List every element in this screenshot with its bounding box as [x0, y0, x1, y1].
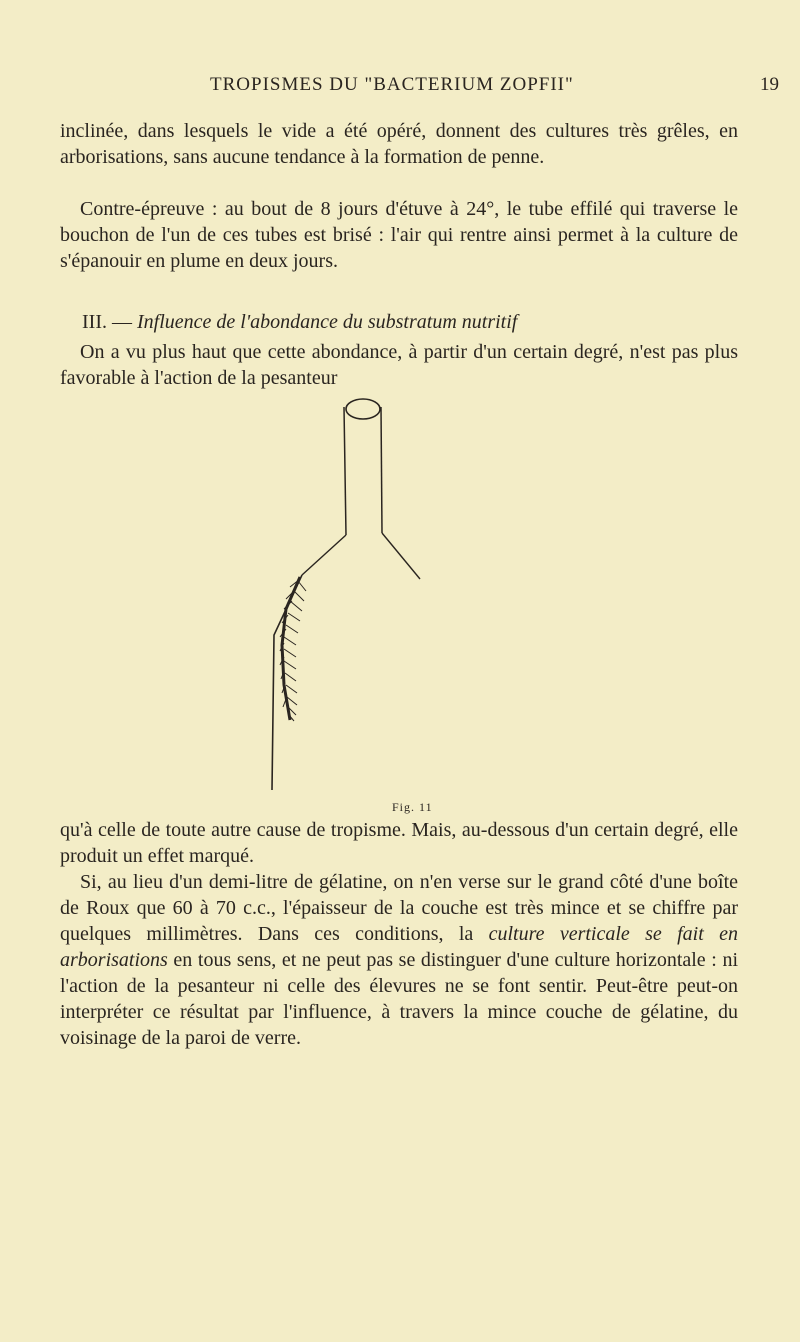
- page-number: 19: [760, 74, 779, 95]
- figure-culture-box: [260, 395, 480, 795]
- figure-illustration: [260, 395, 480, 795]
- section-heading: [82, 311, 517, 334]
- section-title: Influence de l'abondance du substratum nutritif: [136, 311, 518, 333]
- paragraph-contre-epreuve: Contre-épreuve : au bout de 8 jours d'étuve à 24°, le tube effilé qui traverse le bouchon de l'un de ces tubes est brisé : l'air qui rentre ainsi permet à la culture de s'épanouir en plume en deux jours.: [60, 198, 738, 272]
- neck-left-side: [344, 407, 346, 535]
- paragraph-demi-litre-part2: en tous sens, et ne peut pas se distinguer d'une culture horizontale : ni l'action de la pesanteur ni celle des élevures ne se font sentir. Peut-être peut-on interpréter ce résultat par l'influence, à travers la mince couche de gélatine, du voisinage de la paroi de verre.: [60, 949, 738, 1049]
- paragraph-demi-litre: [60, 869, 738, 1051]
- shoulder-right: [382, 533, 420, 579]
- running-title: TROPISMES DU "BACTERIUM ZOPFII": [210, 74, 574, 95]
- paragraph-tropisme: qu'à celle de toute autre cause de tropisme. Mais, au-dessous d'un certain degré, elle produit un effet marqué.: [60, 819, 738, 867]
- figure-caption: Fig. 11: [392, 800, 433, 814]
- paragraph-continuation: inclinée, dans lesquels le vide a été opéré, donnent des cultures très grêles, en arborisations, sans aucune tendance à la formation de penne.: [60, 120, 738, 168]
- section-number: III. —: [82, 311, 137, 333]
- italic-culture-verticale: culture verticale se fait en arborisations: [60, 923, 739, 971]
- paragraph-demi-litre-part1: Si, au lieu d'un demi-litre de gélatine, on n'en verse sur le grand côté d'une boîte de Roux que 60 à 70 c.c., l'épaisseur de la couche est très mince et se chiffre par quelques millimètres. Dans ces conditions, la: [60, 871, 738, 945]
- page-header: [0, 74, 800, 104]
- culture-growth: [280, 577, 306, 721]
- neck-right-side: [381, 407, 382, 533]
- stopper-oval: [346, 399, 380, 419]
- shoulder-left: [302, 535, 346, 575]
- paragraph-abondance: On a vu plus haut que cette abondance, à partir d'un certain degré, n'est pas plus favorable à l'action de la pesanteur: [60, 341, 738, 389]
